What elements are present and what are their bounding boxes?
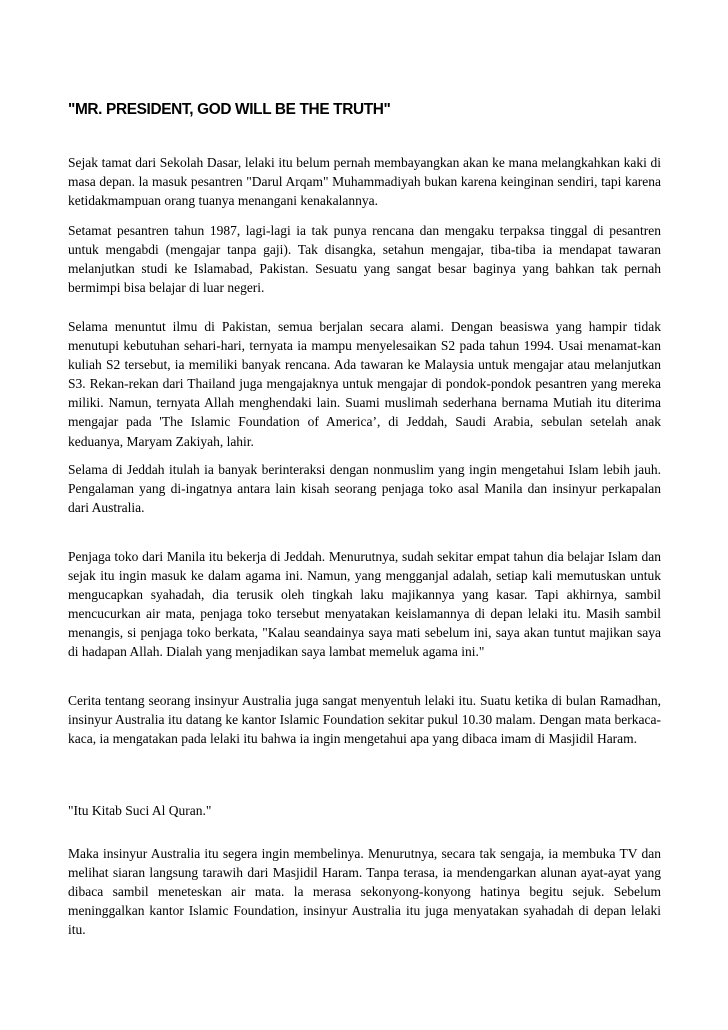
document-title: "MR. PRESIDENT, GOD WILL BE THE TRUTH" [68,101,391,118]
paragraph-4: Selama di Jeddah itulah ia banyak berinteraksi dengan nonmuslim yang ingin mengetahui Islam lebih jauh. Pengalaman yang di-ingatnya antara lain kisah seorang penjaga toko asal Manila dan insinyur perkapalan dari Australia. [68,462,661,516]
paragraph-8: Maka insinyur Australia itu segera ingin membelinya. Menurutnya, secara tak sengaja, ia membuka TV dan melihat siaran langsung tarawih dari Masjidil Haram. Tanpa terasa, ia mendengarkan alunan ayat-ayat yang dibaca sambil meneteskan air mata. la merasa sekonyong-konyong hatinya begitu sejuk. Sebelum meninggalkan kantor Islamic Foundation, insinyur Australia itu juga menyatakan syahadah di depan lelaki itu. [68,846,661,938]
paragraph-5: Penjaga toko dari Manila itu bekerja di Jeddah. Menurutnya, sudah sekitar empat tahun dia belajar Islam dan sejak itu ingin masuk ke dalam agama ini. Namun, yang mengganjal adalah, setiap kali memutuskan untuk mengucapkan syahadah, dia terusik oleh tingkah laku majikannya yang kasar. Tapi akhirnya, sambil mencucurkan air mata, penjaga toko tersebut menyatakan keislamannya di depan lelaki itu. Masih sambil menangis, si penjaga toko berkata, "Kalau seandainya saya mati sebelum ini, saya akan tuntut majikan saya di hadapan Allah. Dialah yang menjadikan saya lambat memeluk agama ini." [68,549,661,660]
paragraph-2: Setamat pesantren tahun 1987, lagi-lagi ia tak punya rencana dan mengaku terpaksa tinggal di pesantren untuk mengabdi (mengajar tanpa gaji). Tak disangka, setahun mengajar, tiba-tiba ia mendapat tawaran melanjutkan studi ke Islamabad, Pakistan. Sesuatu yang sangat besar baginya yang bahkan tak pernah bermimpi bisa belajar di luar negeri. [68,223,661,296]
paragraph-3: Selama menuntut ilmu di Pakistan, semua berjalan secara alami. Dengan beasiswa yang hampir tidak menutupi kebutuhan sehari-hari, ternyata ia mampu menyelesaikan S2 pada tahun 1994. Usai menamat-kan kuliah S2 tersebut, ia memiliki banyak rencana. Ada tawaran ke Malaysia untuk mengajar atau melanjutkan S3. Rekan-rekan dari Thailand juga mengajaknya untuk mengajar di pondok-pondok pesantren yang mereka miliki. Namun, ternyata Allah menghendaki lain. Suami muslimah sederhana bernama Mutiah itu diterima mengajar pada 'The Islamic Foundation of America’, di Jeddah, Saudi Arabia, sebulan setelah anak keduanya, Maryam Zakiyah, lahir. [68,319,661,449]
paragraph-7: "Itu Kitab Suci Al Quran." [68,803,212,818]
paragraph-6: Cerita tentang seorang insinyur Australia juga sangat menyentuh lelaki itu. Suatu ketika di bulan Ramadhan, insinyur Australia itu datang ke kantor Islamic Foundation sekitar pukul 10.30 malam. Dengan mata berkaca-kaca, ia mengatakan pada lelaki itu bahwa ia ingin mengetahui apa yang dibaca imam di Masjidil Haram. [68,693,661,747]
paragraph-1: Sejak tamat dari Sekolah Dasar, lelaki itu belum pernah membayangkan akan ke mana melangkahkan kaki di masa depan. la masuk pesantren "Darul Arqam" Muhammadiyah bukan karena keinginan sendiri, tapi karena ketidakmampuan orang tuanya menangani kenakalannya. [68,155,661,209]
